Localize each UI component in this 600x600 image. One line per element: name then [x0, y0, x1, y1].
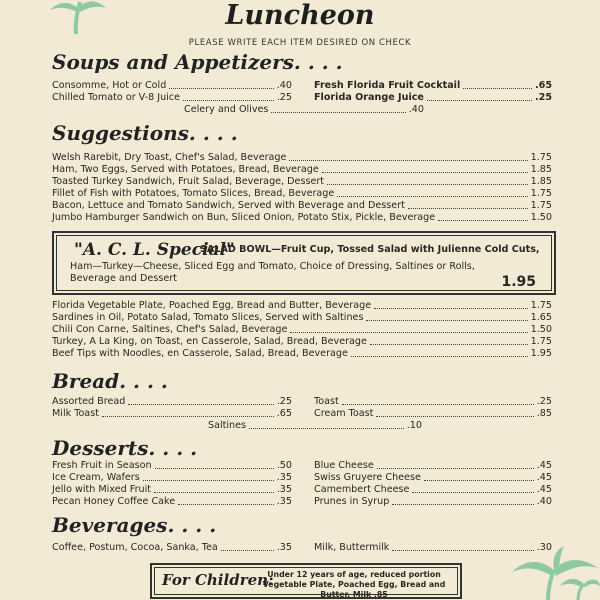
menu-item: Ham, Two Eggs, Served with Potatoes, Bread, Beverage 1.85 — [52, 164, 552, 175]
menu-item: Ice Cream, Wafers .35 — [52, 472, 292, 483]
children-box — [150, 563, 462, 599]
menu-item: Turkey, A La King, on Toast, en Casserole, Salad, Bread, Beverage 1.75 — [52, 336, 552, 347]
menu-item: Milk, Buttermilk .30 — [314, 542, 552, 553]
menu-item: Welsh Rarebit, Dry Toast, Chef's Salad, Beverage 1.75 — [52, 152, 552, 163]
menu-item: Prunes in Syrup .40 — [314, 496, 552, 507]
menu-item: Milk Toast .65 — [52, 408, 292, 419]
menu-item: Consomme, Hot or Cold .40 — [52, 80, 292, 91]
menu-item: Jumbo Hamburger Sandwich on Bun, Sliced Onion, Potato Stix, Pickle, Beverage 1.50 — [52, 212, 552, 223]
menu-item: Toasted Turkey Sandwich, Fruit Salad, Beverage, Dessert 1.85 — [52, 176, 552, 187]
menu-item: Sardines in Oil, Potato Salad, Tomato Slices, Served with Saltines 1.65 — [52, 312, 552, 323]
menu-item: Cream Toast .85 — [314, 408, 552, 419]
menu-item: Assorted Bread .25 — [52, 396, 292, 407]
menu-item: Jello with Mixed Fruit .35 — [52, 484, 292, 495]
menu-item: Bacon, Lettuce and Tomato Sandwich, Served with Beverage and Dessert 1.75 — [52, 200, 552, 211]
palm-tree-icon — [508, 546, 600, 600]
soups-heading: Soups and Appetizers. . . . — [52, 50, 343, 74]
children-text: Under 12 years of age, reduced portion Vegetable Plate, Poached Egg, Bread and Butter, Milk .85 — [262, 570, 446, 599]
menu-item: Fresh Florida Fruit Cocktail .65 — [314, 80, 552, 91]
special-line-1: SALAD BOWL—Fruit Cup, Tossed Salad with Julienne Cold Cuts, — [200, 244, 540, 255]
menu-item: Blue Cheese .45 — [314, 460, 552, 471]
bread-heading: Bread. . . . — [52, 369, 168, 393]
menu-item: Florida Orange Juice .25 — [314, 92, 552, 103]
menu-item: Celery and Olives .40 — [184, 104, 424, 115]
special-line-2: Ham—Turkey—Cheese, Sliced Egg and Tomato, Choice of Dressing, Saltines or Rolls, — [70, 261, 475, 272]
special-price: 1.95 — [501, 274, 536, 290]
special-box — [52, 231, 556, 295]
menu-item: Chili Con Carne, Saltines, Chef's Salad, Beverage 1.50 — [52, 324, 552, 335]
special-title: "A. C. L. Special" — [74, 240, 235, 260]
menu-item: Camembert Cheese .45 — [314, 484, 552, 495]
desserts-heading: Desserts. . . . — [52, 436, 198, 460]
suggestions-heading: Suggestions. . . . — [52, 121, 238, 145]
menu-item: Beef Tips with Noodles, en Casserole, Salad, Bread, Beverage 1.95 — [52, 348, 552, 359]
page-subtitle: PLEASE WRITE EACH ITEM DESIRED ON CHECK — [188, 38, 412, 48]
beverages-heading: Beverages. . . . — [52, 513, 217, 537]
menu-item: Florida Vegetable Plate, Poached Egg, Bread and Butter, Beverage 1.75 — [52, 300, 552, 311]
special-line-3: Beverage and Dessert — [70, 273, 177, 284]
children-title: For Children: — [162, 571, 274, 589]
menu-item: Fresh Fruit in Season .50 — [52, 460, 292, 471]
menu-item: Chilled Tomato or V-8 Juice .25 — [52, 92, 292, 103]
menu-item: Toast .25 — [314, 396, 552, 407]
menu-item: Saltines .10 — [208, 420, 422, 431]
menu-item: Swiss Gruyere Cheese .45 — [314, 472, 552, 483]
menu-item: Pecan Honey Coffee Cake .35 — [52, 496, 292, 507]
page-title: Luncheon — [225, 0, 375, 31]
menu-item: Fillet of Fish with Potatoes, Tomato Slices, Bread, Beverage 1.75 — [52, 188, 552, 199]
menu-item: Coffee, Postum, Cocoa, Sanka, Tea .35 — [52, 542, 292, 553]
